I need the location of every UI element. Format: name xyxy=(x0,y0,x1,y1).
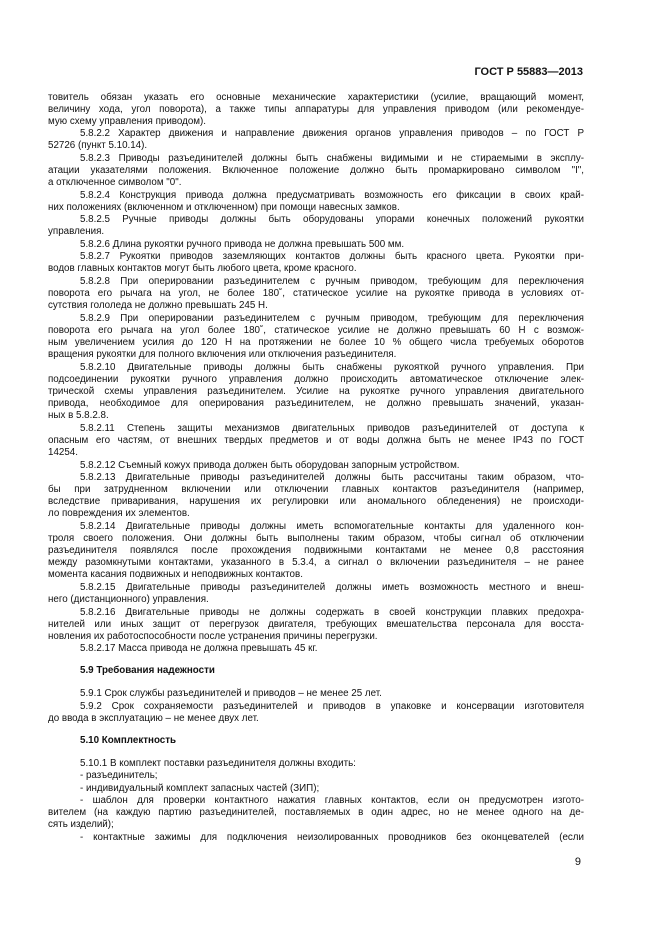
text-line: товитель обязан указать его основные механические характеристики (усилие, вращающий момент, xyxy=(48,92,584,103)
text-line: 5.8.2.17 Масса привода не должна превышать 45 кг. xyxy=(80,643,318,654)
text-line: бы при затрудненном включении или отключении главных контактов разъединителя (например, xyxy=(48,484,584,495)
text-line: водов главных контактов могут быть любого цвета, кроме красного. xyxy=(48,263,357,274)
text-line: вследствие приваривания, нарушения их регулировки или аномального обледенения) не происходи- xyxy=(48,496,584,507)
text-line: атации указателями положения. Включенное положение должно быть промаркировано символом "I", xyxy=(48,165,584,176)
text-line: 5.8.2.15 Двигательные приводы разъединителей должны иметь возможность местного и внеш- xyxy=(80,582,584,593)
text-line: 5.8.2.10 Двигательные приводы должны быть снабжены рукояткой ручного управления. При xyxy=(80,362,584,373)
page-number: 9 xyxy=(574,856,581,868)
section-heading: 5.9 Требования надежности xyxy=(80,665,215,676)
text-line: 5.9.2 Срок сохраняемости разъединителей и приводов в упаковке и консервации изготовителя xyxy=(80,701,584,712)
text-line: 5.8.2.13 Двигательные приводы разъединителей должны быть рассчитаны таким образом, что- xyxy=(80,472,584,483)
text-line: подсоединении рукоятки ручного управления должно происходить автоматическое отключение элек- xyxy=(48,374,584,385)
text-line: до ввода в эксплуатацию – не менее двух лет. xyxy=(48,713,259,724)
text-line: сять изделий); xyxy=(48,819,114,830)
text-line: ных в 5.8.2.8. xyxy=(48,410,109,421)
text-line: 5.8.2.4 Конструкция привода должна предусматривать возможность его фиксации в своих край- xyxy=(80,190,584,201)
text-line: - контактные зажимы для подключения неизолированных проводников без оконцевателей (если xyxy=(80,832,584,843)
text-line: вращения рукоятки для полного включения или отключения разъединителя. xyxy=(48,349,397,360)
text-line: привода, необходимое для оперирования разъединителем, не должно превышать значений, указан- xyxy=(48,398,584,409)
text-line: а отключенное символом "0". xyxy=(48,177,182,188)
text-line: нителей или иных защит от перегрузок двигателя, требующих вмешательства персонала для восста- xyxy=(48,619,584,630)
text-line: 5.8.2.8 При оперировании разъединителем c ручным приводом, требующим для переключения xyxy=(80,276,584,287)
text-line: него (дистанционного) управления. xyxy=(48,594,209,605)
text-line: 5.8.2.11 Степень защиты механизмов двигательных приводов разъединителей от доступа к xyxy=(80,423,584,434)
text-line: разъединителя появлялся после прохождения подвижными контактами не менее 0,8 расстояния xyxy=(48,545,584,556)
text-line: 5.8.2.2 Характер движения и направление движения органов управления приводов – по ГОСТ Р xyxy=(80,128,584,139)
text-line: 5.8.2.6 Длина рукоятки ручного привода не должна превышать 500 мм. xyxy=(80,239,405,250)
text-line: вителем (на каждую партию разъединителей, поставляемых в один адрес, но не менее одного на де- xyxy=(48,807,584,818)
text-line: троля своего положения. Они должны быть выполнены таким образом, чтобы сигнал об отключении xyxy=(48,533,584,544)
text-line: между разомкнутыми контактами, указанного в 5.3.4, а сигнал о включении разъединителя – не ранее xyxy=(48,557,584,568)
text-line: 5.8.2.14 Двигательные приводы должны иметь вспомогательные контакты для удаленного кон- xyxy=(80,521,584,532)
text-line: поворота его рычага на угол, не более 180˚, статическое усилие на рукоятке привода в условиях от- xyxy=(48,288,584,299)
text-line: них положениях (включенном и отключенном) при помощи навесных замков. xyxy=(48,202,400,213)
text-line: - разъединитель; xyxy=(80,770,158,781)
text-line: 5.10.1 В комплект поставки разъединителя должны входить: xyxy=(80,758,356,769)
text-line: величину хода, угол поворота), а также типы аппаратуры для управления приводом (или рекомендуе- xyxy=(48,104,584,115)
text-line: поворота его рычага на угол более 180˚, статическое усилие не должно превышать 60 Н с возмож- xyxy=(48,325,584,336)
text-line: ло повреждения их элементов. xyxy=(48,508,190,519)
text-line: 5.8.2.9 При оперировании разъединителем c ручным приводом, требующим для переключения xyxy=(80,313,584,324)
document-header: ГОСТ Р 55883—2013 xyxy=(474,66,583,78)
text-line: ным увеличением усилия до 120 Н на протяжении не более 10 % общего числа требуемых оборотов xyxy=(48,337,584,348)
text-line: 5.9.1 Срок службы разъединителей и приводов – не менее 25 лет. xyxy=(80,688,382,699)
text-line: трической схемы управления разъединителем. Усилие на рукоятке ручного управления двигательного xyxy=(48,386,584,397)
text-line: 5.8.2.12 Съемный кожух привода должен быть оборудован запорным устройством. xyxy=(80,460,460,471)
text-line: опасным его частям, от внешних твердых предметов и от воды должна быть не менее IP43 по ГОСТ xyxy=(48,435,584,446)
section-heading: 5.10 Комплектность xyxy=(80,735,177,746)
text-line: 5.8.2.7 Рукоятки приводов заземляющих контактов должны быть красного цвета. Рукоятки при- xyxy=(80,251,584,262)
text-line: мую схему управления приводом). xyxy=(48,116,207,127)
text-line: новления их работоспособности после устранения причины перегрузки. xyxy=(48,631,378,642)
text-line: управления. xyxy=(48,226,105,237)
text-line: 5.8.2.16 Двигательные приводы не должны содержать в своей конструкции плавких предохра- xyxy=(80,607,584,618)
text-line: 5.8.2.3 Приводы разъединителей должны быть снабжены видимыми и не стираемыми в эксплу- xyxy=(80,153,584,164)
text-line: 52726 (пункт 5.10.14). xyxy=(48,140,148,151)
text-line: - индивидуальный комплект запасных частей (ЗИП); xyxy=(80,783,320,794)
text-line: момента касания подвижных и неподвижных контактов. xyxy=(48,569,303,580)
text-line: - шаблон для проверки контактного нажатия главных контактов, если он предусмотрен изгото- xyxy=(80,795,584,806)
text-line: 14254. xyxy=(48,447,78,458)
text-line: 5.8.2.5 Ручные приводы должны быть оборудованы упорами конечных положений рукоятки xyxy=(80,214,584,225)
text-line: сутствия гололеда не должно превышать 245 Н. xyxy=(48,300,268,311)
